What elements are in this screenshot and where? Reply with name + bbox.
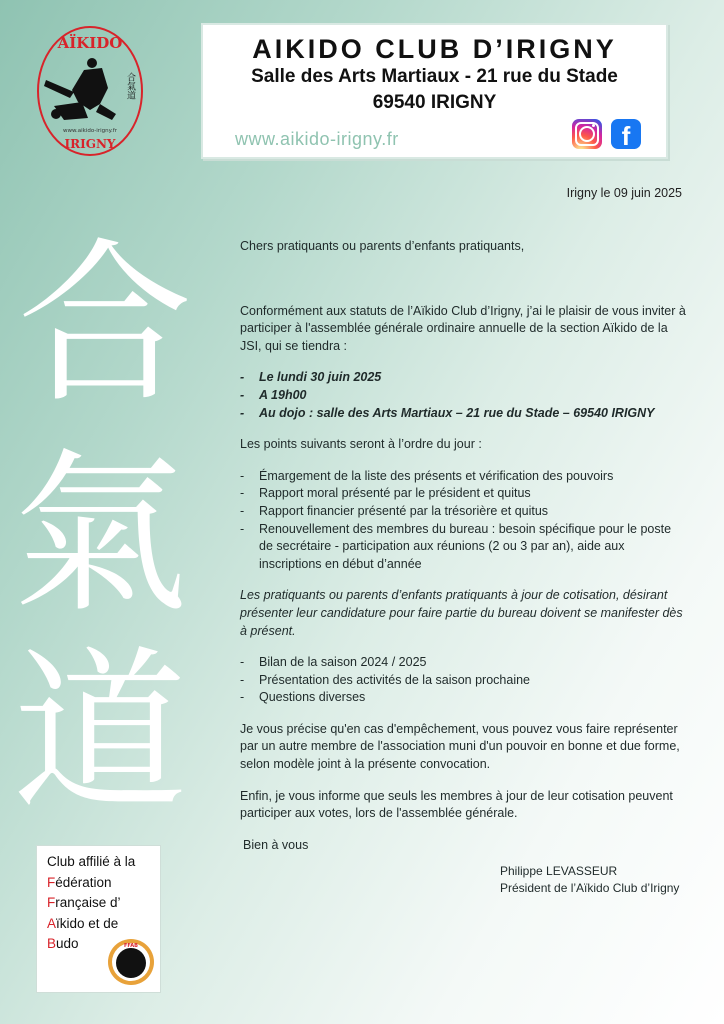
address-line-2: 69540 IRIGNY (372, 92, 497, 113)
list-item: - Présentation des activités de la saison prochaine (240, 672, 686, 690)
club-logo-graphic (34, 22, 146, 160)
club-logo (34, 22, 146, 160)
signature-block (500, 863, 679, 897)
address-line-1: Salle des Arts Martiaux - 21 rue du Stade (251, 66, 618, 87)
list-item: - Rapport moral présenté par le président et quitus (240, 485, 686, 503)
list-item: - Bilan de la saison 2024 / 2025 (240, 654, 686, 672)
greeting: Chers pratiquants ou parents d’enfants pratiquants, (240, 239, 525, 253)
list-item: - Renouvellement des membres du bureau : besoin spécifique pour le poste de secrétaire - participation aux réunions (2 ou 3 par an), aide aux inscriptions en début d’année (240, 521, 686, 574)
calligraphy-kanji (0, 215, 225, 815)
signatory-name: Philippe LEVASSEUR (500, 864, 618, 878)
website-link[interactable]: www.aikido-irigny.fr (235, 129, 399, 149)
agenda-more-list (240, 654, 686, 707)
logo-url: www.aikido-irigny.fr (62, 128, 118, 134)
kanji-do: 道 (12, 632, 188, 815)
affiliation-box (36, 845, 161, 993)
candidacy-note: Les pratiquants ou parents d’enfants pratiquants à jour de cotisation, désirant présenter leur candidature pour faire partie du bureau doivent se manifester dès à présent. (240, 588, 683, 638)
kanji-ki: 氣 (12, 434, 188, 637)
event-details-list (240, 369, 686, 422)
event-location: - Au dojo : salle des Arts Martiaux – 21 rue du Stade – 69540 IRIGNY (240, 405, 686, 423)
affiliation-line-5: Budo (47, 936, 79, 951)
list-item: - Questions diverses (240, 689, 686, 707)
intro-paragraph: Conformément aux statuts de l’Aïkido Club d’Irigny, j’ai le plaisir de vous inviter à participer à l'assemblée générale ordinaire annuelle de la section Aïkido de la JSI, qui se tiendra : (240, 303, 686, 353)
logo-text-top: AÏKIDO (57, 34, 123, 52)
agenda-intro: Les points suivants seront à l’ordre du jour : (240, 437, 482, 452)
facebook-icon[interactable]: f (611, 119, 641, 149)
proxy-note: Je vous précise qu'en cas d'empêchement, vous pouvez vous faire représenter par un autre membre de l'association muni d'un pouvoir en bonne et due forme, selon modèle joint à la présente convocation. (240, 721, 680, 772)
list-item: - Rapport financier présenté par la trésorière et quitus (240, 503, 686, 521)
affiliation-line-1: Club affilié à la (47, 854, 136, 869)
letter-date: Irigny le 09 juin 2025 (566, 186, 682, 200)
logo-text-bottom: IRIGNY (64, 137, 116, 151)
instagram-icon[interactable] (572, 119, 602, 149)
affiliation-line-3: Française d’ (47, 895, 121, 910)
header-box (201, 23, 668, 159)
ffab-badge-text: FFAB (124, 943, 138, 949)
ffab-logo (107, 938, 155, 986)
affiliation-line-2: Fédération (47, 874, 112, 890)
list-item: - Émargement de la liste des présents et vérification des pouvoirs (240, 468, 686, 486)
letter-body (240, 238, 686, 854)
event-time: - A 19h00 (240, 387, 686, 405)
affiliation-line-4: Aïkido et de (47, 915, 119, 931)
vote-note: Enfin, je vous informe que seuls les membres à jour de leur cotisation peuvent participer aux votes, lors de l'assemblée générale. (240, 788, 673, 821)
agenda-list (240, 468, 686, 574)
logo-kanji: 合氣道 (125, 72, 135, 100)
signatory-title: Président de l’Aïkido Club d’Irigny (500, 881, 680, 895)
closing: Bien à vous (243, 837, 309, 852)
club-name: AIKIDO CLUB D’IRIGNY (252, 34, 617, 64)
kanji-ai: 合 (17, 224, 193, 427)
event-date: - Le lundi 30 juin 2025 (240, 369, 686, 387)
